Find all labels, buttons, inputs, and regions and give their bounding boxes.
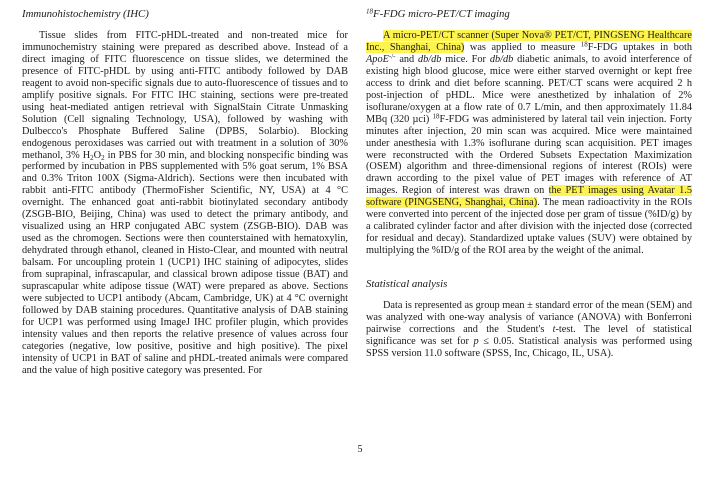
dbdb-strain-2: db/db: [489, 53, 514, 65]
isotope-sup-b: 18: [432, 112, 440, 121]
pet-text-g: . The mean radioactivity in the ROIs were converted into percent of the injected dose per gram of tissue (%ID/g) by a calibrated cylinder factor and after division with the injected dose (corrected for residual and decay). Standardized uptake values (SUV) were obtained by multiplying the %ID/g of the ROI area by the weight of the animal.: [366, 197, 692, 257]
pet-text-f: F-FDG was administered by lateral tail vein injection. Forty minutes after injection, 20 min scan was acquired. Mice were maintained under anesthesia with 1.3% isoflurane during scan acquisition. PET images were reconstructed with the Ordered Subsets Expectation Maximization (OSEM) algorithm and three-dimensional regions of interest (ROIs) were drawn according to the pixel value of PET images with reference of AT images. Region of interest was drawn on: [366, 113, 692, 197]
stats-text-b: -test. The level of statistical significance was set for: [366, 324, 692, 347]
pet-text-e: diabetic animals, to avoid interference of existing high blood glucose, mice were either starved overnight or kept free access to drink and diet before scanning. PET/CT scans were acquired 2 h post-injection of pHDL. Mice were anesthetized by inhalation of 2% isoflurane/oxygen at a flow rate of 0.7 L/min, and then approximately 11.84 MBq (320 µci): [366, 53, 692, 125]
highlight-scanner: A micro-PET/CT scanner (Super Nova® PET/CT, PINGSENG Healthcare Inc., Shanghai, China): [366, 30, 692, 53]
stats-text-a: Data is represented as group mean ± standard error of the mean (SEM) and was analyzed with one-way analysis of variance (ANOVA) with Bonferroni pairwise corrections and the Student's: [366, 300, 693, 336]
pet-text-b: F-FDG uptakes in both: [587, 41, 692, 53]
section-heading-stats: Statistical analysis: [366, 278, 448, 291]
h2o2-subscript-2: 2: [101, 153, 105, 162]
pet-paragraph: [366, 30, 692, 257]
page-number: 5: [357, 444, 363, 455]
apoe-sup: -/-: [388, 52, 396, 61]
p-symbol: p: [473, 335, 479, 347]
t-symbol: t: [552, 324, 556, 336]
ihc-text-part2: in PBS for 30 min, and blocking nonspecific binding was performed by incubation in PBS supplemented with 5% goat serum, 1% BSA and 0.3% Triton 100X (Sigma-Aldrich). Sections were then incubated with rabbit anti-FITC antibody (ThermoFisher Scientific, NY, USA) at 4 °C overnight. The enhanced goat anti-rabbit biotinylated secondary antibody (ZSGB-BIO, Beijing, China) was used to detect the primary antibody, and visualized using an HRP conjugated ABC system (ZSGB-BIO). DAB was used as the chromogen. Sections were then counterstained with hematoxylin, dehydrated through ethanol, cleaned in Histo-Clear, and mounted with neutral balsam. For uncoupling protein 1 (UCP1) IHC staining of adipocytes, slides from suprapinal, infrascapular, and classical brown adipose tissue (BAT) and suprascapular white adipose tissue (WAT) were prepared as above. Sections were subjected to UCP1 antibody (Abcam, Cambridge, UK) at 4 °C overnight followed by DAB staining procedures. Quantitative analysis of DAB staining for UCP1 was performed using ImageJ IHC profiler plugin, which provides intensity values and then reports the relative presence of values across four categories (negative, low positive, positive and high positive). The pixel intensity of UCP1 in BAT of saline and pHDL-treated animals were compared and the value of high positive category was presented. For: [22, 149, 349, 376]
ihc-paragraph: [22, 30, 348, 377]
right-column: [366, 8, 692, 360]
isotope-sup-a: 18: [580, 40, 588, 49]
left-column: [22, 8, 348, 377]
pet-text-c: and: [395, 53, 418, 65]
highlight-software: the PET images using Avatar 1.5 software (PINGSENG, Shanghai, China): [366, 185, 692, 209]
section-spacer: [366, 257, 692, 278]
ihc-text-part1: Tissue slides from FITC-pHDL-treated and non-treated mice for immunochemistry staining were prepared as described above. Instead of a direct imaging of FITC fluorescence on tissue slides, we determined the presence of FITC-pHDL by using anti-FITC antibody followed by DAB reagent to avoid non-specific signals due to auto-fluorescence of tissues and to amplify positive signals. For FITC IHC staining, sections were pre-treated using heat-mediated antigen retrieval with SignalStain Citrate Unmasking Solution (Cell signaling Technology, USA), followed by washing with Dulbecco's Phosphate Buffered Saline (DPBS, Solarbio). Blocking endogenous peroxidases was carried out with treatment in a solution of 30% methanol, 3% H: [22, 30, 348, 161]
heading-pet-text: F-FDG micro-PET/CT imaging: [373, 8, 510, 20]
h2o2-subscript-1: 2: [90, 153, 94, 162]
pet-text-d: mice. For: [441, 53, 490, 65]
section-heading-pet: [366, 8, 692, 20]
h2o2-o: O: [93, 149, 102, 161]
section-heading-ihc: Immunohistochemistry (IHC): [22, 8, 149, 20]
pet-text-a: was applied to measure: [464, 41, 581, 53]
apoe-gene: ApoE: [366, 53, 389, 65]
stats-paragraph: [366, 300, 692, 360]
stats-text-c: ≤ 0.05. Statistical analysis was performed using SPSS version 11.0 software (SPSS, Inc, Chicago, IL, USA).: [366, 335, 692, 359]
heading-isotope-sup: 18: [366, 7, 373, 16]
dbdb-strain: db/db: [418, 53, 442, 65]
